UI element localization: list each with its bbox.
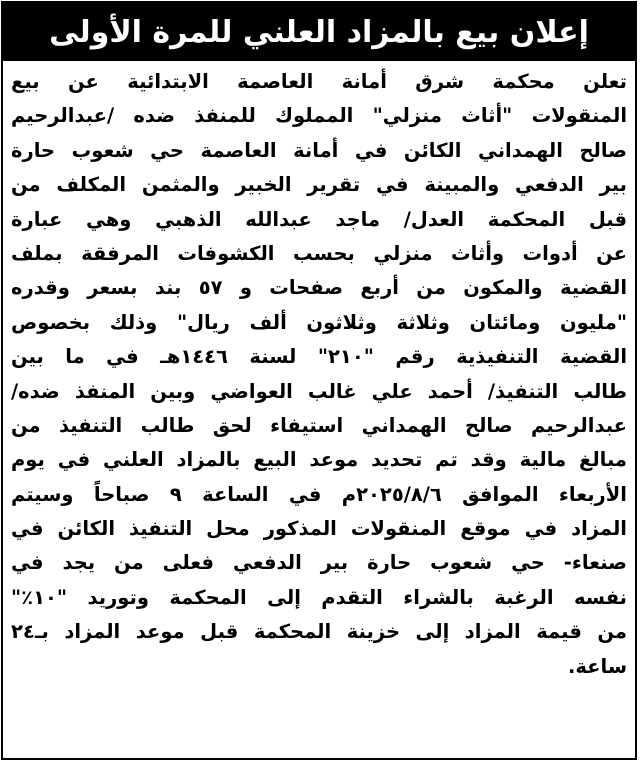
notice-title-bar xyxy=(3,3,635,61)
notice-line: المنقولات "أثاث منزلي" المملوك للمنفذ ضده /عبدالرحيم xyxy=(11,104,627,128)
notice-line: المزاد في موقع المنقولات المذكور محل التنفيذ الكائن في xyxy=(11,517,627,541)
notice-line: ساعة. xyxy=(567,654,627,678)
notice-title: إعلان بيع بالمزاد العلني للمرة الأولى xyxy=(49,14,589,50)
notice-line: مبالغ مالية وقد تم تحديد موعد البيع بالمزاد العلني في يوم xyxy=(11,448,627,472)
notice-line: بير الدفعي والمبينة في تقرير الخبير والمثمن المكلف من xyxy=(11,173,627,197)
notice-line: عبدالرحيم صالح الهمداني استيفاء لحق طالب التنفيذ من xyxy=(11,413,627,437)
notice-line: القضية والمكون من أربع صفحات و ٥٧ بند بسعر وقدره xyxy=(11,276,627,300)
notice-line: القضية التنفيذية رقم "٢١٠" لسنة ١٤٤٦هـ في ما بين xyxy=(11,345,627,369)
notice-line: قبل المحكمة العدل/ ماجد عبدالله الذهبي وهي عبارة xyxy=(11,207,627,231)
notice-line: "مليون ومائتان وثلاثة وثلاثون ألف ريال" وذلك بخصوص xyxy=(11,310,627,334)
notice-line: طالب التنفيذ/ أحمد علي غالب العواضي وبين المنفذ ضده/ xyxy=(11,379,627,403)
notice-line: تعلن محكمة شرق أمانة العاصمة الابتدائية عن بيع xyxy=(11,70,627,93)
notice-body xyxy=(11,65,627,684)
auction-notice xyxy=(1,1,637,760)
notice-line: من قيمة المزاد إلى خزينة المحكمة قبل موعد المزاد بـ٢٤ xyxy=(11,620,627,644)
notice-line: صالح الهمداني الكائن في أمانة العاصمة حي شعوب حارة xyxy=(11,138,627,162)
notice-line: الأربعاء الموافق ٢٠٢٥/٨/٦م في الساعة ٩ صباحاً وسيتم xyxy=(11,482,627,506)
notice-line: نفسه الرغبة بالشراء التقدم إلى المحكمة وتوريد "١٠٪" xyxy=(11,585,627,609)
notice-line: عن أدوات وأثاث منزلي بحسب الكشوفات المرفقة بملف xyxy=(11,241,627,265)
notice-line: صنعاء- حي شعوب حارة بير الدفعي فعلى من يجد في xyxy=(11,551,627,575)
